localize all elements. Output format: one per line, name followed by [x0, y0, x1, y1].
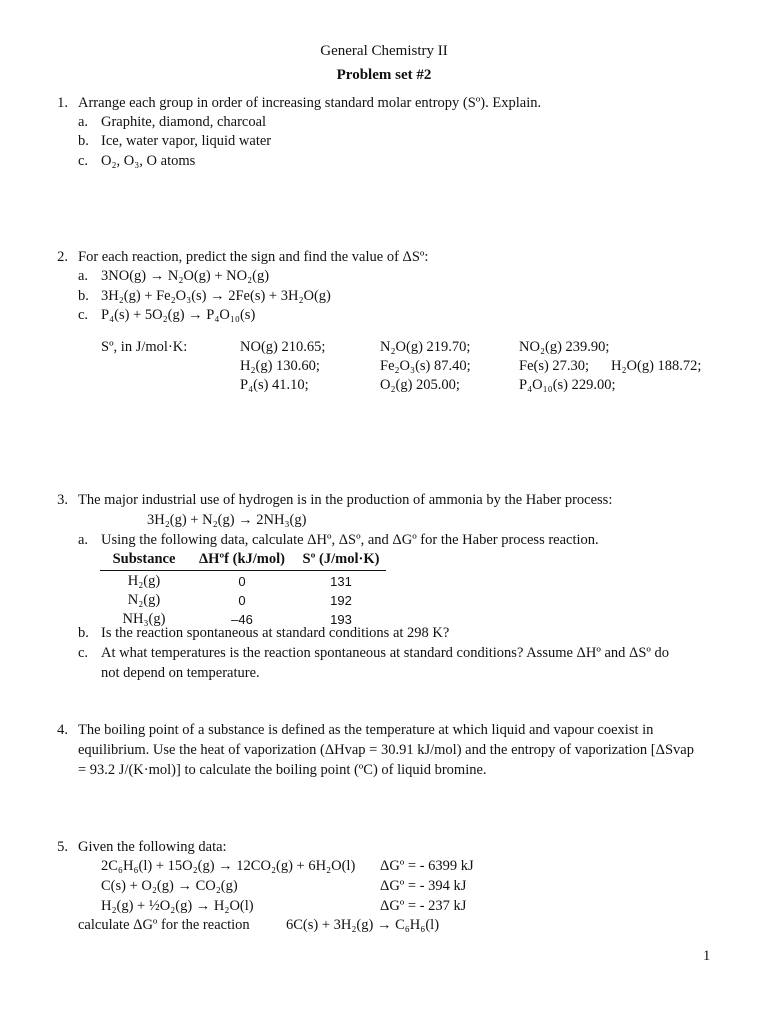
table-cell: 193 [330, 612, 352, 627]
problem-3c-text: At what temperatures is the reaction spontaneous at standard conditions? Assume ΔHº and ΔSº do [101, 645, 670, 661]
problem-1c-text: O₂, O₃, O atoms [101, 153, 196, 169]
table-row [100, 571, 386, 591]
table-cell: 0 [238, 574, 246, 589]
entropy-value: P₄O₁₀(s) 229.00; [519, 377, 616, 393]
table-cell: N₂(g) [127, 592, 161, 608]
table-header-row [100, 551, 386, 571]
problem-5-question: calculate ΔGº for the reaction [78, 917, 250, 933]
column-header: Sº (J/mol·K) [296, 551, 386, 571]
column-header: Substance [100, 551, 188, 571]
problem-1b-label: b. [78, 133, 89, 149]
column-header: ΔHºf (kJ/mol) [188, 551, 296, 571]
entropy-data-label: Sº, in J/mol·K: [101, 339, 188, 355]
problem-2a-label: a. [78, 268, 89, 284]
problem-2-number: 2. [57, 249, 68, 265]
problem-2a-text: 3NO(g) → N₂O(g) + NO₂(g) [101, 268, 270, 284]
problem-2c-text: P₄(s) + 5O₂(g) → P₄O₁₀(s) [101, 307, 256, 323]
problem-3-number: 3. [57, 492, 68, 508]
problem-1a-label: a. [78, 114, 89, 130]
problem-1a-text: Graphite, diamond, charcoal [101, 114, 267, 130]
problem-3c-text-continued: not depend on temperature. [101, 665, 260, 681]
table-cell: H₂(g) [127, 573, 161, 589]
entropy-value: NO(g) 210.65; [240, 339, 326, 355]
problem-3b-label: b. [78, 625, 89, 641]
problem-3a-label: a. [78, 532, 89, 548]
table-cell: 131 [330, 574, 352, 589]
table-cell: 0 [238, 593, 246, 608]
problem-2b-text: 3H₂(g) + Fe₂O₃(s) → 2Fe(s) + 3H₂O(g) [101, 288, 331, 304]
gibbs-value: ΔGº = - 394 kJ [380, 878, 467, 894]
problem-5-stem: Given the following data: [78, 839, 227, 855]
entropy-value: H₂O(g) 188.72; [611, 358, 702, 374]
entropy-value: NO₂(g) 239.90; [519, 339, 610, 355]
table-cell: 192 [330, 593, 352, 608]
entropy-value: P₄(s) 41.10; [240, 377, 309, 393]
problem-3-stem: The major industrial use of hydrogen is in the production of ammonia by the Haber process: [78, 492, 613, 508]
entropy-value: N₂O(g) 219.70; [380, 339, 471, 355]
problem-2b-label: b. [78, 288, 89, 304]
problem-1b-text: Ice, water vapor, liquid water [101, 133, 272, 149]
problem-4-line-1: The boiling point of a substance is defined as the temperature at which liquid and vapour coexist in [78, 722, 654, 738]
problem-4-number: 4. [57, 722, 68, 738]
reaction-equation: 2C₆H₆(l) + 15O₂(g) → 12CO₂(g) + 6H₂O(l) [101, 858, 356, 874]
gibbs-value: ΔGº = - 6399 kJ [380, 858, 474, 874]
problem-4-line-3: = 93.2 J/(K·mol)] to calculate the boiling point (ºC) of liquid bromine. [78, 762, 487, 778]
entropy-value: O₂(g) 205.00; [380, 377, 460, 393]
problem-1-stem: Arrange each group in order of increasing standard molar entropy (Sº). Explain. [78, 95, 542, 111]
table-cell: NH₃(g) [122, 611, 166, 627]
problem-3c-label: c. [78, 645, 89, 661]
entropy-value: H₂(g) 130.60; [240, 358, 320, 374]
page-number: 1 [703, 948, 711, 964]
problem-4-line-2: equilibrium. Use the heat of vaporization (ΔHvap = 30.91 kJ/mol) and the entropy of vaporization [ΔSvap [78, 742, 694, 758]
problem-1-number: 1. [57, 95, 68, 111]
entropy-value: Fe₂O₃(s) 87.40; [380, 358, 471, 374]
problem-2c-label: c. [78, 307, 89, 323]
problem-5-number: 5. [57, 839, 68, 855]
reaction-equation: H₂(g) + ½O₂(g) → H₂O(l) [101, 898, 254, 914]
problem-3b-text: Is the reaction spontaneous at standard conditions at 298 K? [101, 625, 450, 641]
target-reaction: 6C(s) + 3H₂(g) → C₆H₆(l) [286, 917, 440, 933]
problem-3a-text: Using the following data, calculate ΔHº, ΔSº, and ΔGº for the Haber process reaction. [101, 532, 599, 548]
table-row [100, 590, 386, 609]
page-title: Problem set #2 [336, 67, 432, 83]
gibbs-value: ΔGº = - 237 kJ [380, 898, 467, 914]
entropy-value: Fe(s) 27.30; [519, 358, 590, 374]
course-title: General Chemistry II [320, 43, 448, 59]
haber-equation: 3H₂(g) + N₂(g) → 2NH₃(g) [147, 512, 307, 528]
problem-1c-label: c. [78, 153, 89, 169]
problem-2-stem: For each reaction, predict the sign and find the value of ΔSº: [78, 249, 429, 265]
table-cell: –46 [231, 612, 253, 627]
thermo-data-table [100, 551, 386, 628]
reaction-equation: C(s) + O₂(g) → CO₂(g) [101, 878, 238, 894]
